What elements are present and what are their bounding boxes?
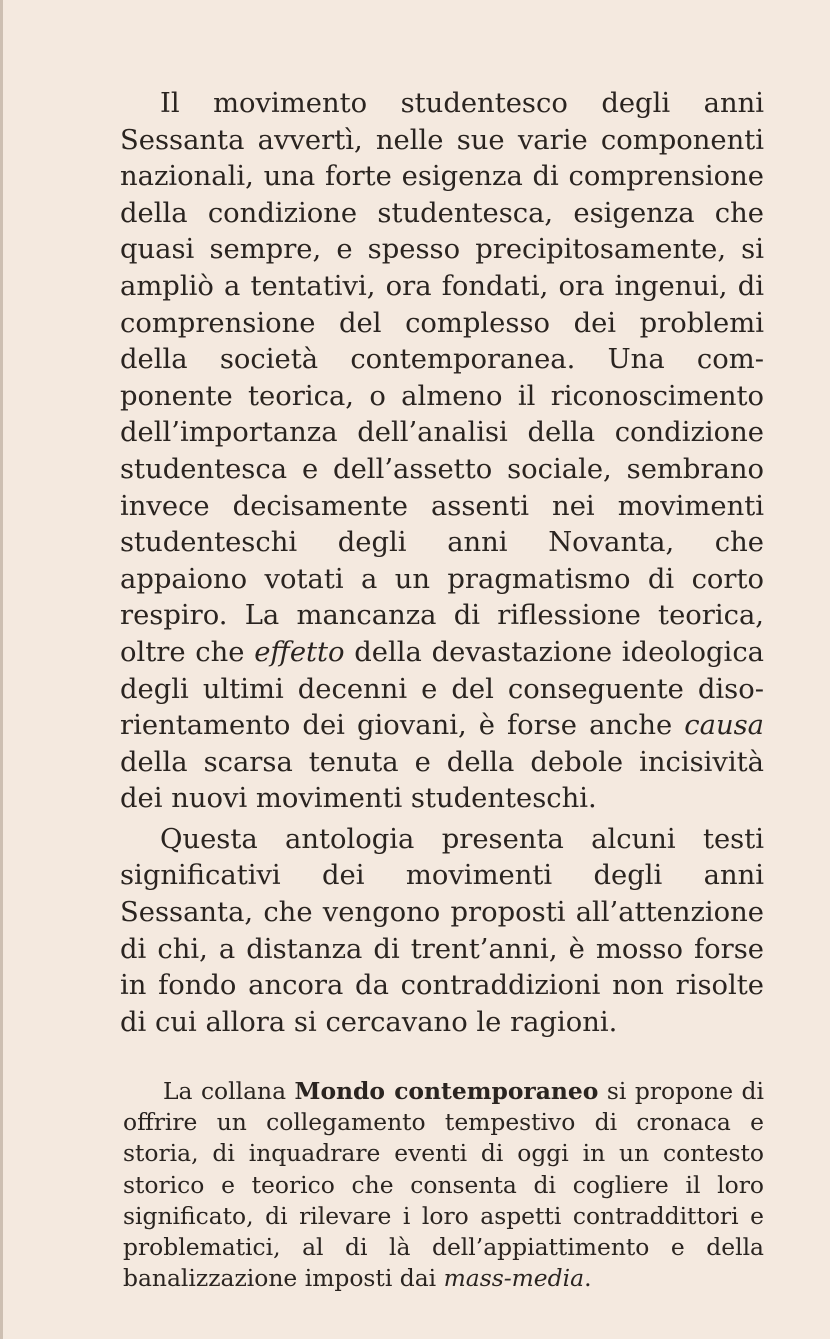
series-italic-term: mass-media: [443, 1264, 585, 1293]
series-description: [123, 1076, 764, 1294]
paragraph-2: Questa antologia presenta alcuni testi significativi dei movimenti degli anni Sessanta, che vengono proposti all’attenzione di chi, a distanza di trent’anni, è mosso forse in fondo ancora da contraddizioni non risolte di cui allora si cercavano le ragioni.: [120, 823, 764, 1038]
series-end: .: [584, 1264, 592, 1293]
series-paragraph: [123, 1076, 764, 1294]
paragraph-1-part-3: della scarsa tenuta e della debole incisività dei nuovi movimenti studenteschi.: [120, 746, 764, 815]
italic-causa: causa: [684, 710, 764, 742]
series-body: si propone di offrire un collegamento tempestivo di cronaca e storia, di inquadrare eventi di oggi in un contesto storico e teorico che consenta di cogliere il loro significato, di rilevare i loro aspetti contraddittori e problematici, al di là dell’appiattimento e della banalizzazione imposti dai: [123, 1077, 764, 1293]
paragraph-1-part-2: della devastazione ideologica degli ultimi decenni e del conseguente disorientamento dei giovani, è forse anche: [120, 636, 764, 742]
page-edge: [0, 0, 3, 1339]
series-intro: La collana: [163, 1077, 295, 1105]
italic-effetto: effetto: [254, 636, 345, 668]
paragraph-1: [120, 86, 764, 818]
series-name: Mondo contemporaneo: [294, 1077, 599, 1105]
main-text-block: [120, 86, 764, 1041]
paragraph-1-part-1: Il movimento studentesco degli anni Sessanta avvertì, nelle sue varie componenti nazionali, una forte esigenza di comprensione della condizione studentesca, esigenza che quasi sempre, e spesso precipitosamente, si ampliò a tentativi, ora fondati, ora ingenui, di comprensione del complesso dei problemi della società contemporanea. Una componente teorica, o almeno il riconoscimento dell’importanza dell’analisi della condizione studentesca e dell’assetto sociale, sembrano invece decisamente assenti nei movimenti studenteschi degli anni Novanta, che appaiono votati a un pragmatismo di corto respiro. La mancanza di riflessione teorica, oltre che: [120, 88, 764, 668]
